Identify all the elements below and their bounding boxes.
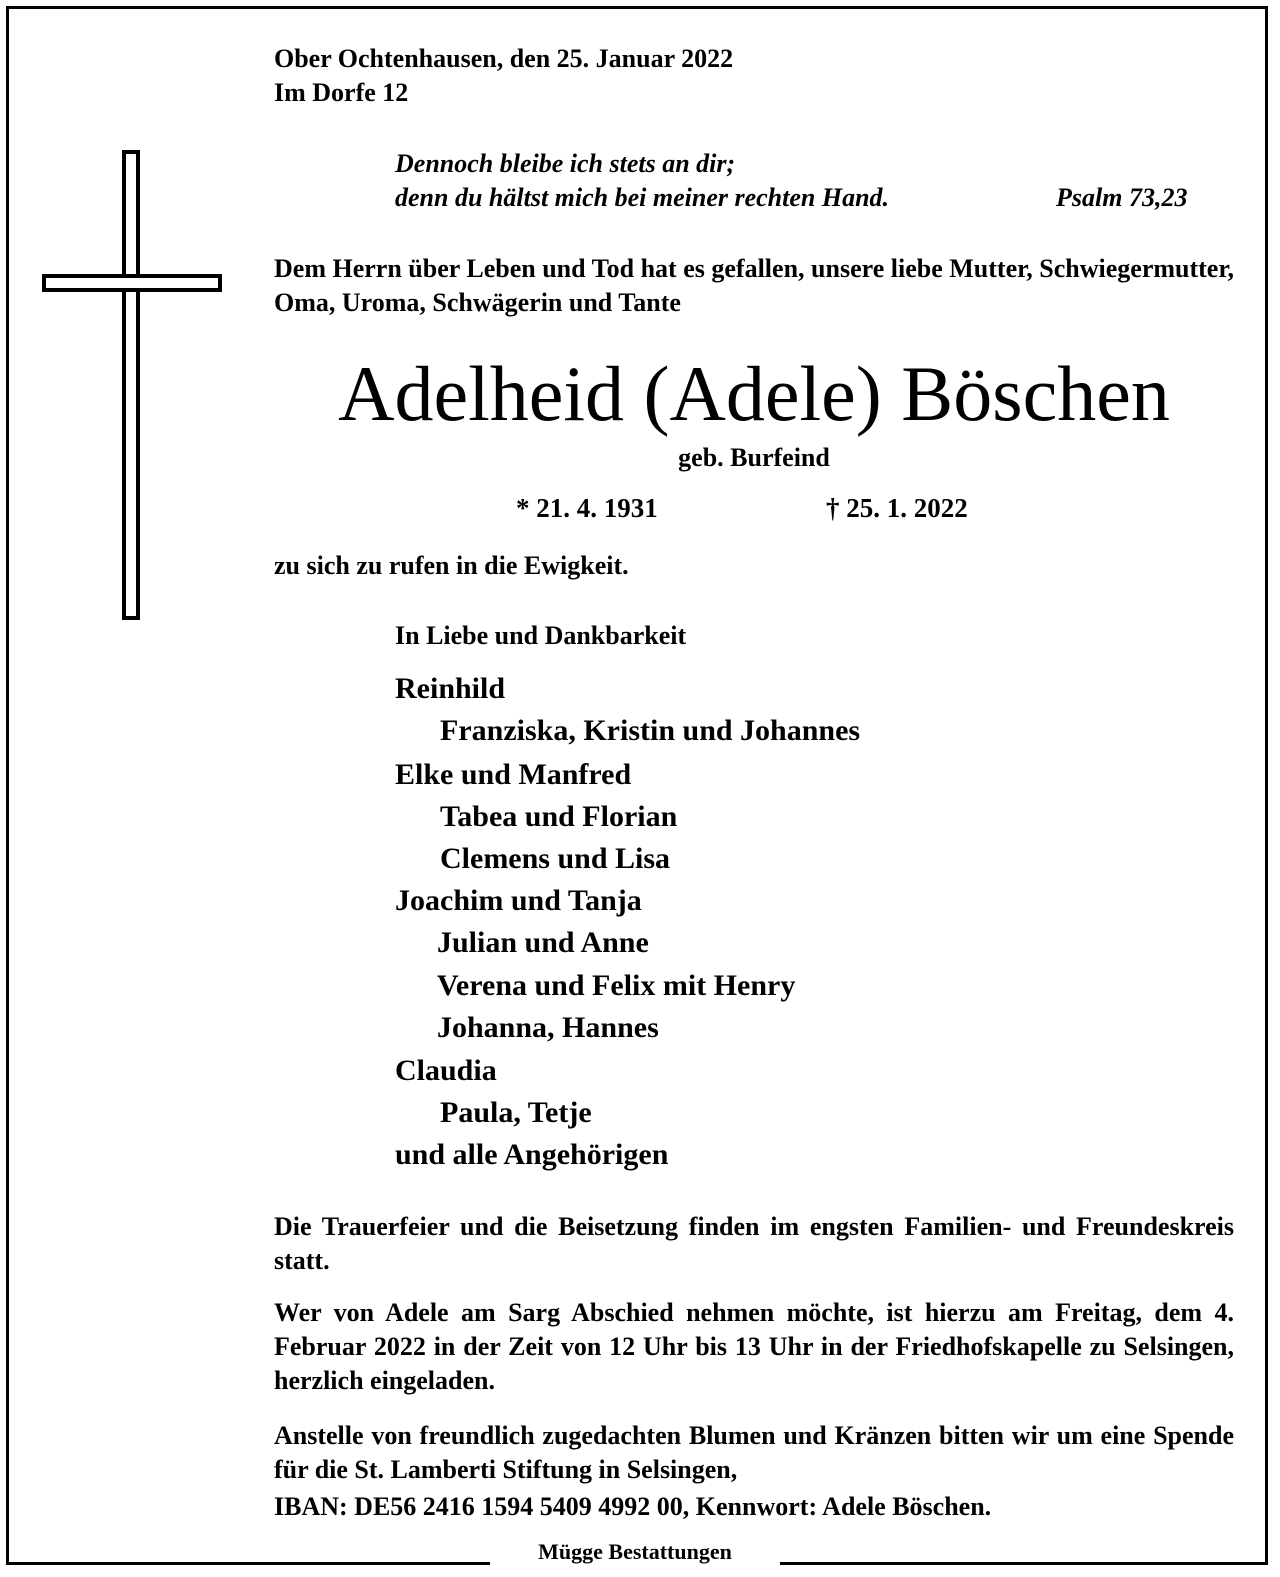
mourner-line: Elke und Manfred [395,758,632,791]
mourner-line: Tabea und Florian [440,800,678,833]
mourner-line: Johanna, Hannes [437,1011,659,1044]
place-date: Ober Ochtenhausen, den 25. Januar 2022 [274,44,734,73]
notice-farewell: Wer von Adele am Sarg Abschied nehmen möchte, ist hierzu am Freitag, dem 4. Februar 2022 in der Zeit von 12 Uhr bis 13 Uhr in der Friedhofskapelle zu Selsingen, herzlich eingeladen. [274,1298,1234,1395]
mourner-line: Franziska, Kristin und Johannes [440,714,861,747]
mourner-line: Verena und Felix mit Henry [437,969,796,1002]
mourner-line: und alle Angehörigen [395,1138,669,1171]
deceased-name: Adelheid (Adele) Böschen [338,350,1170,437]
birth-date: * 21. 4. 1931 [516,493,658,523]
address: Im Dorfe 12 [274,78,409,107]
undertaker-name: Mügge Bestattungen [538,1539,732,1564]
mourners-heading: In Liebe und Dankbarkeit [395,621,687,650]
cross-icon [40,148,230,628]
notice-donation: Anstelle von freundlich zugedachten Blumen und Kränzen bitten wir um eine Spende für die St. Lamberti Stiftung in Selsingen, [274,1421,1234,1484]
mourner-line: Reinhild [395,672,506,705]
mourner-line: Joachim und Tanja [395,884,642,917]
notice-ceremony: Die Trauerfeier und die Beisetzung finden im engsten Familien- und Freundeskreis statt. [274,1212,1234,1275]
donation-iban: IBAN: DE56 2416 1594 5409 4992 00, Kennwort: Adele Böschen. [274,1492,992,1521]
mourner-line: Claudia [395,1054,497,1087]
maiden-name: geb. Burfeind [678,443,830,472]
verse-line-2: denn du hältst mich bei meiner rechten Hand. [395,183,890,212]
mourner-line: Julian und Anne [437,926,649,959]
mourner-line: Clemens und Lisa [440,842,671,875]
verse-reference: Psalm 73,23 [1056,183,1188,212]
outro-text: zu sich zu rufen in die Ewigkeit. [274,551,629,580]
intro-paragraph: Dem Herrn über Leben und Tod hat es gefallen, unsere liebe Mutter, Schwiegermutter, Oma, Uroma, Schwägerin und Tante [274,254,1234,317]
death-date: † 25. 1. 2022 [826,493,968,523]
verse-line-1: Dennoch bleibe ich stets an dir; [395,149,736,178]
mourner-line: Paula, Tetje [440,1096,592,1129]
